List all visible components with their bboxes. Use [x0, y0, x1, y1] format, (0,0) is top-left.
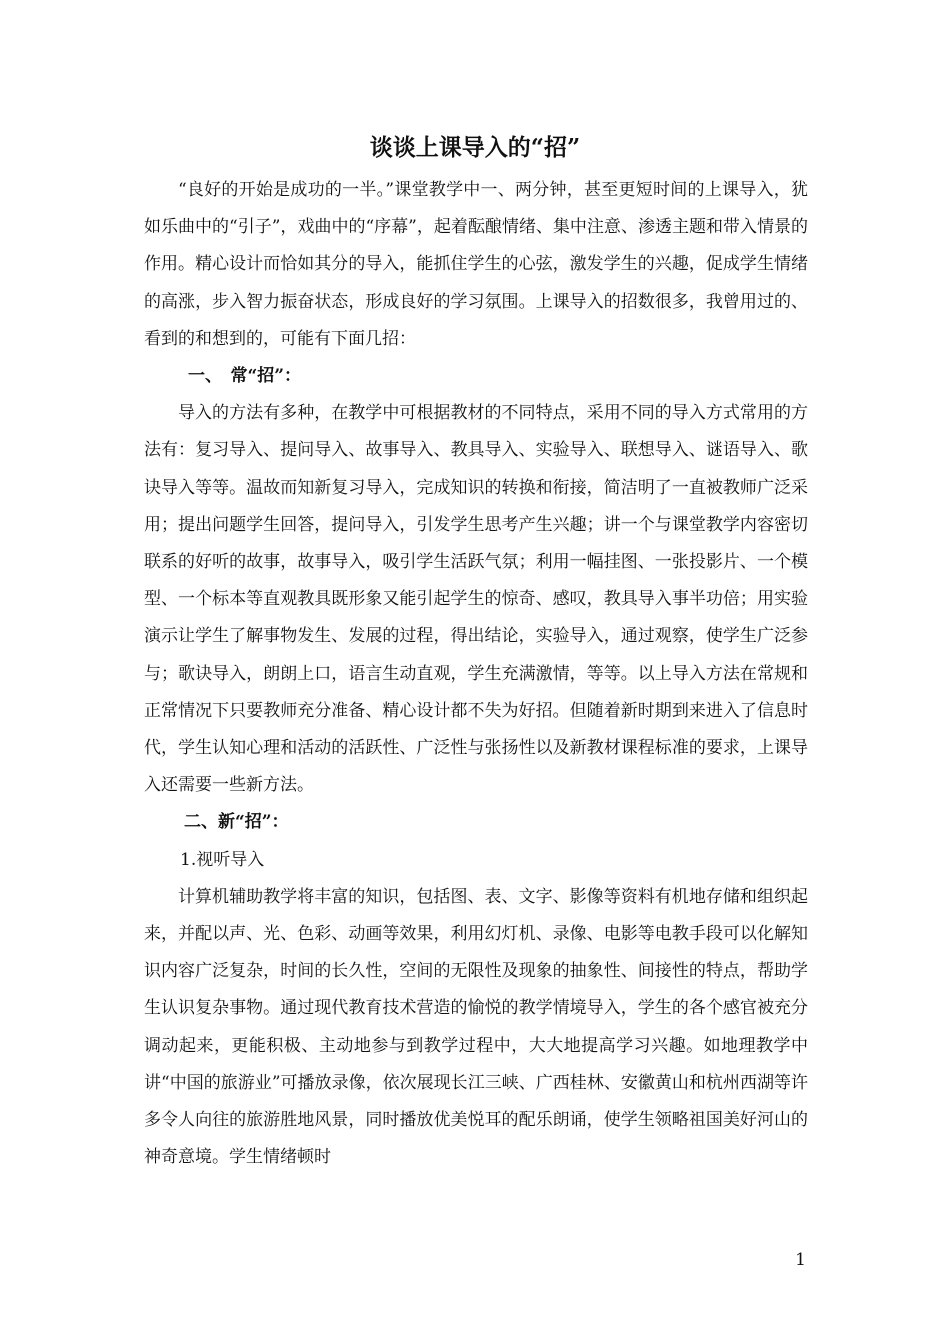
- page-number: 1: [795, 1250, 806, 1270]
- intro-paragraph: “良好的开始是成功的一半。”课堂教学中一、两分钟，甚至更短时间的上课导入，犹如乐曲中的“引子”，戏曲中的“序幕”，起着酝酿情绪、集中注意、渗透主题和带入情景的作用。精心设计而恰如其分的导入，能抓住学生的心弦，激发学生的兴趣，促成学生情绪的高涨，步入智力振奋状态，形成良好的学习氛围。上课导入的招数很多，我曾用过的、看到的和想到的，可能有下面几招：: [144, 180, 808, 349]
- subsection-heading-1: 1.视听导入: [180, 849, 265, 870]
- document-title: 谈谈上课导入的“招”: [369, 134, 581, 161]
- document-body: [144, 172, 808, 1176]
- section-heading-2: 二、新“招”：: [184, 812, 289, 833]
- section-1-paragraph: 导入的方法有多种，在教学中可根据教材的不同特点，采用不同的导入方式常用的方法有：复习导入、提问导入、故事导入、教具导入、实验导入、联想导入、谜语导入、歌诀导入等等。温故而知新复习导入，完成知识的转换和衔接，简洁明了一直被教师广泛采用；提出问题学生回答，提问导入，引发学生思考产生兴趣；讲一个与课堂教学内容密切联系的好听的故事，故事导入，吸引学生活跃气氛；利用一幅挂图、一张投影片、一个模型、一个标本等直观教具既形象又能引起学生的惊奇、感叹，教具导入事半功倍；用实验演示让学生了解事物发生、发展的过程，得出结论，实验导入，通过观察，使学生广泛参与；歌诀导入，朗朗上口，语言生动直观，学生充满激情，等等。以上导入方法在常规和正常情况下只要教师充分准备、精心设计都不失为好招。但随着新时期到来进入了信息时代，学生认知心理和活动的活跃性、广泛性与张扬性以及新教材课程标准的要求，上课导入还需要一些新方法。: [144, 403, 808, 796]
- section-heading-1: 一、 常“招”：: [188, 366, 302, 387]
- subsection-1-paragraph: 计算机辅助教学将丰富的知识，包括图、表、文字、影像等资料有机地存储和组织起来，并配以声、光、色彩、动画等效果，利用幻灯机、录像、电影等电教手段可以化解知识内容广泛复杂，时间的长久性，空间的无限性及现象的抽象性、间接性的特点，帮助学生认识复杂事物。通过现代教育技术营造的愉悦的教学情境导入，学生的各个感官被充分调动起来，更能积极、主动地参与到教学过程中，大大地提高学习兴趣。如地理教学中讲“中国的旅游业”可播放录像，依次展现长江三峡、广西桂林、安徽黄山和杭州西湖等许多令人向往的旅游胜地风景，同时播放优美悦耳的配乐朗诵，使学生领略祖国美好河山的神奇意境。学生情绪顿时: [144, 886, 808, 1168]
